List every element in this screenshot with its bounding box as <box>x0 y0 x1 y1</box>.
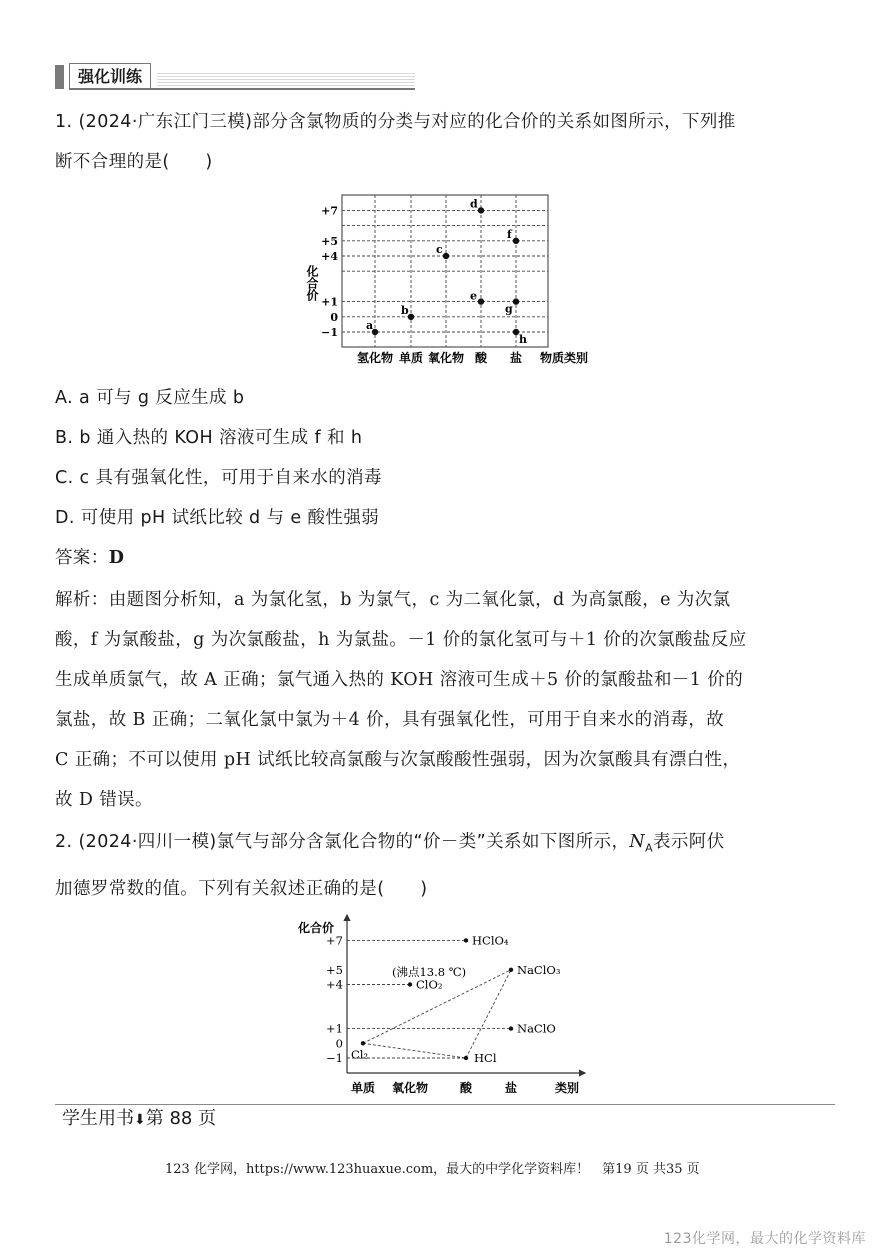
q1-stem-line1: 1. (2024·广东江门三模)部分含氯物质的分类与对应的化合价的关系如图所示，下列推 <box>55 112 736 132</box>
chart1-ytick-label: 0 <box>330 310 338 324</box>
chart1-category-label: 酸 <box>474 351 488 365</box>
q1-stem <box>55 102 845 182</box>
analysis-line: 解析：由题图分析知，a 为氯化氢，b 为氯气，c 为二氧化氯，d 为高氯酸，e 为次氯 <box>55 590 731 610</box>
q1-options <box>55 378 845 578</box>
chart2-connection-line <box>466 970 511 1058</box>
watermark: 123化学网，最大的化学资料库 <box>663 1231 866 1247</box>
chart2-xlabel: 类别 <box>555 1081 580 1095</box>
chart2-data-point <box>464 1056 468 1060</box>
chart1-category-label: 单质 <box>398 351 424 365</box>
q1-analysis <box>55 580 845 820</box>
analysis-line: 故 D 错误。 <box>55 790 153 810</box>
q1-answer <box>55 538 845 578</box>
q2-stem-text-end: 表示阿伏 <box>653 832 725 852</box>
chart2-ylabel: 化合价 <box>298 921 335 935</box>
chart2-ytick-label: +4 <box>326 977 343 992</box>
chart2-data-point <box>509 968 513 972</box>
chart2-ytick-label: 0 <box>335 1036 343 1051</box>
chart1-data-point <box>443 253 449 259</box>
q2-stem-line1 <box>55 822 845 869</box>
chart1-category-label: 氧化物 <box>427 351 465 365</box>
chart1-ytick-label: +7 <box>321 204 338 218</box>
q1-option-b: B. b 通入热的 KOH 溶液可生成 f 和 h <box>55 428 363 448</box>
chart1-point-label: f <box>507 227 512 241</box>
section-header <box>55 63 415 90</box>
chart2-point-label: NaClO <box>517 1021 556 1036</box>
chart1-point-label: a <box>366 319 374 332</box>
chart1-data-point <box>478 298 484 304</box>
analysis-line: C 正确；不可以使用 pH 试纸比较高氯酸与次氯酸酸性强弱，因为次氯酸具有漂白性， <box>55 750 741 770</box>
chart1-point-label: d <box>470 197 478 211</box>
q1-answer-label: 答案： <box>55 548 109 568</box>
chart1-ytick-label: +1 <box>321 295 338 309</box>
chart1-point-label: h <box>519 333 527 346</box>
header-bar-decoration <box>55 65 64 89</box>
chart2-data-point <box>361 1041 365 1045</box>
q1-stem-line2: 断不合理的是( ) <box>55 152 213 172</box>
q1-answer-value: D <box>108 548 125 568</box>
chart1-point-label: e <box>470 289 477 303</box>
chart2-point-label: Cl₂ <box>351 1047 369 1062</box>
book-label: 学生用书 <box>62 1108 134 1129</box>
chart-2 <box>280 910 610 1100</box>
chart-1 <box>300 190 600 375</box>
chart1-point-label: b <box>401 303 409 317</box>
down-arrow-icon: ⬇ <box>134 1112 146 1128</box>
footer-page-ref <box>62 1105 216 1134</box>
avogadro-symbol: N <box>629 832 646 852</box>
chart1-ytick-label: +5 <box>321 234 338 248</box>
chart2-data-point <box>408 982 412 986</box>
chart1-data-point <box>513 298 519 304</box>
site-footer: 123 化学网，https://www.123huaxue.com，最大的中学化学资料库！ 第19 页 共35 页 <box>165 1162 700 1177</box>
avogadro-subscript: A <box>645 841 653 855</box>
chart1-data-point <box>408 314 414 320</box>
chart2-ytick-label: +1 <box>326 1021 343 1036</box>
chart2-data-point <box>464 938 468 942</box>
q1-option-c: C. c 具有强氧化性，可用于自来水的消毒 <box>55 468 382 488</box>
page-label: 第 88 页 <box>145 1108 217 1129</box>
chart1-category-label: 氢化物 <box>356 351 394 365</box>
header-lines-decoration <box>157 73 415 87</box>
section-title: 强化训练 <box>69 63 151 89</box>
chart1-ytick-label: +4 <box>321 250 338 263</box>
chart2-connection-line <box>363 1043 466 1058</box>
chart2-ytick-label: +7 <box>326 933 343 948</box>
q1-option-d: D. 可使用 pH 试纸比较 d 与 e 酸性强弱 <box>55 508 380 528</box>
chart1-category-label: 盐 <box>509 351 523 365</box>
chart2-point-label: ClO₂ <box>416 977 443 992</box>
chart1-xlabel: 物质类别 <box>540 351 589 365</box>
chart1-ylabel: 化合价 <box>305 265 319 301</box>
chart1-point-label: c <box>436 243 443 256</box>
q2-stem-text: 2. (2024·四川一模)氯气与部分含氯化合物的“价－类”关系如下图所示， <box>55 832 630 852</box>
chart2-ytick-label: +5 <box>326 962 343 977</box>
q2-stem <box>55 822 845 909</box>
q1-option-a: A. a 可与 g 反应生成 b <box>55 388 245 408</box>
chart2-category-label: 盐 <box>504 1081 518 1095</box>
chart1-point-label: g <box>505 302 513 316</box>
analysis-line: 氯盐，故 B 正确；二氧化氯中氯为＋4 价，具有强氧化性，可用于自来水的消毒，故 <box>55 710 725 730</box>
header-underline <box>69 88 415 90</box>
chart2-ytick-label: −1 <box>326 1051 343 1065</box>
chart1-data-point <box>513 238 519 244</box>
chart1-ytick-label: −1 <box>321 326 338 339</box>
chart1-data-point <box>478 207 484 213</box>
chart2-category-label: 酸 <box>459 1081 473 1095</box>
chart2-category-label: 氧化物 <box>391 1081 429 1095</box>
chart2-point-label: HClO₄ <box>472 933 509 948</box>
chart2-point-label: NaClO₃ <box>517 962 561 977</box>
chart2-data-point <box>509 1026 513 1030</box>
analysis-line: 酸，f 为氯酸盐，g 为次氯酸盐，h 为氯盐。－1 价的氯化氢可与＋1 价的次氯酸盐反应 <box>55 630 747 650</box>
q2-stem-line2: 加德罗常数的值。下列有关叙述正确的是( ) <box>55 878 428 899</box>
chart2-point-label: HCl <box>474 1051 497 1065</box>
analysis-line: 生成单质氯气，故 A 正确；氯气通入热的 KOH 溶液可生成＋5 价的氯酸盐和－1 价的 <box>55 670 744 690</box>
chart2-annotation: (沸点13.8 ℃) <box>392 965 467 979</box>
chart2-category-label: 单质 <box>350 1081 376 1095</box>
